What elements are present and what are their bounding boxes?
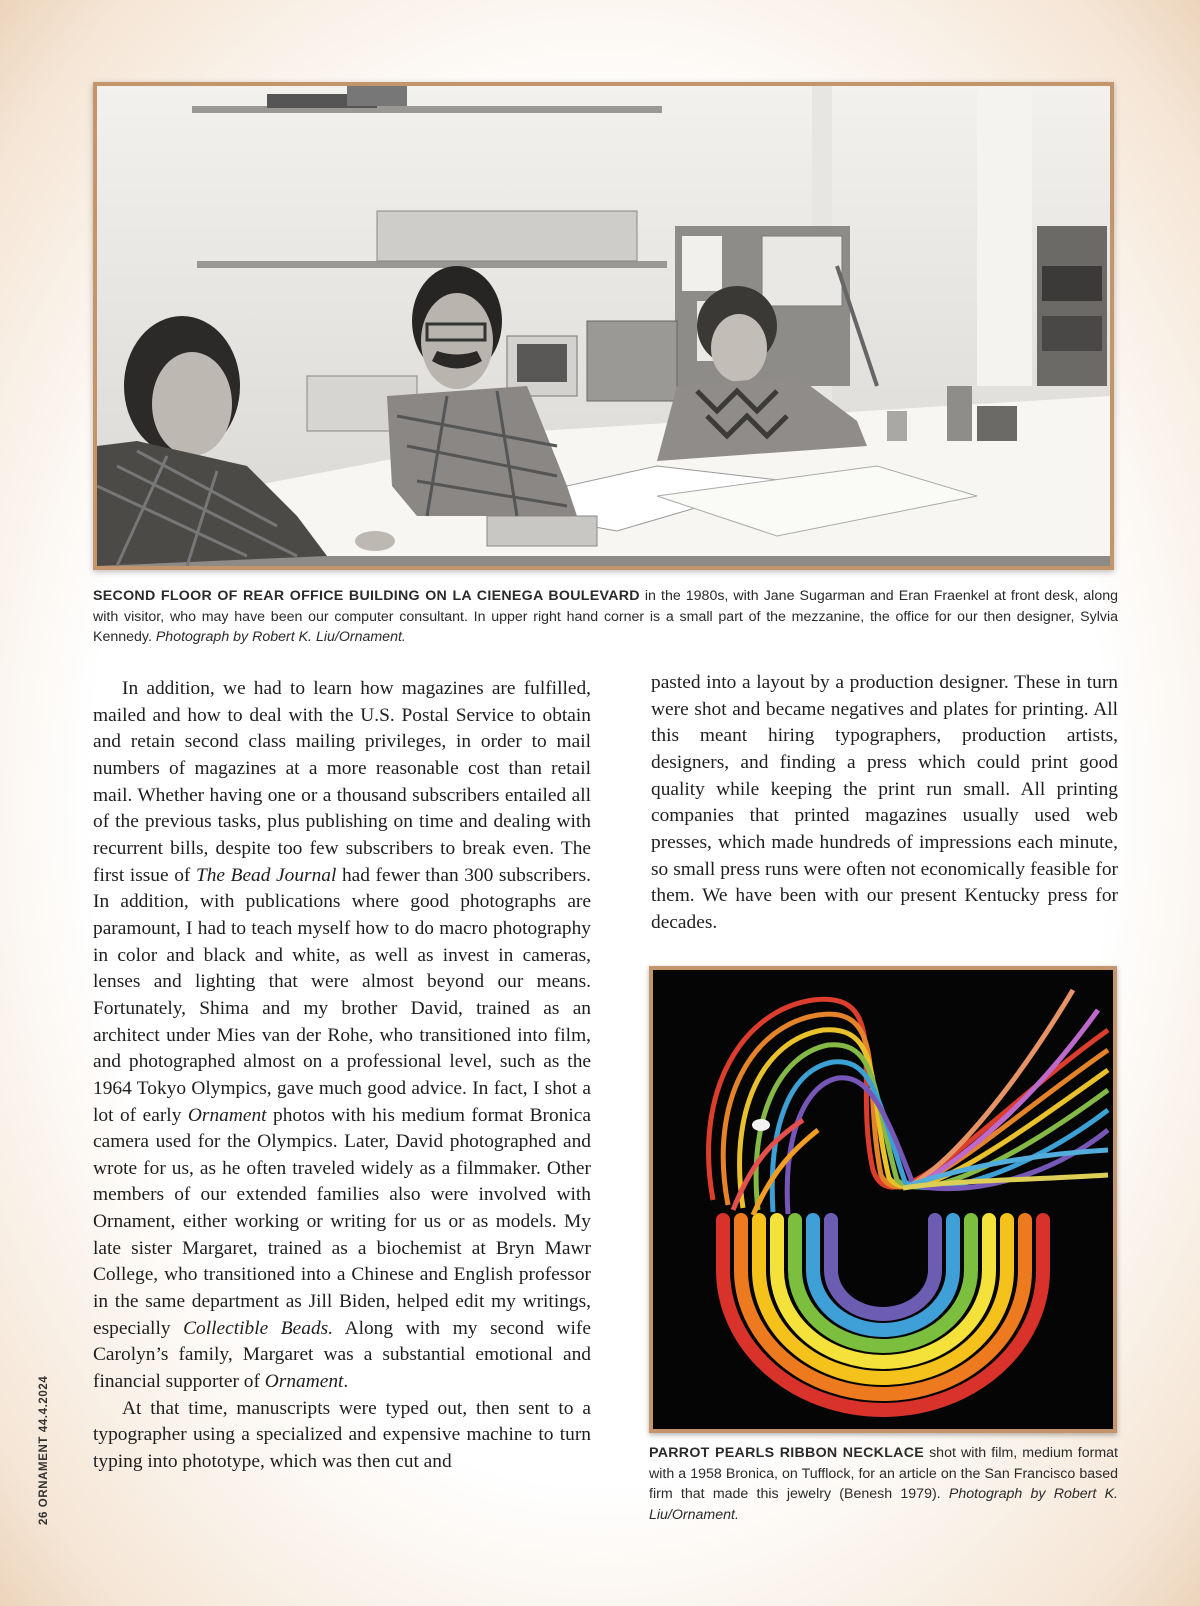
necklace-photo-caption: [649, 1443, 1118, 1525]
office-caption-body: in the 1980s, with Jane Sugarman and Eran Fraenkel at front desk, along with visitor, who may have been our computer consultant. In upper right hand corner is a small part of the mezzanine, the office for our then designer, Sylvia Kennedy.: [93, 588, 1118, 645]
book-title: Collectible Beads.: [183, 1317, 334, 1339]
office-caption-lead: SECOND FLOOR OF REAR OFFICE BUILDING ON LA CIENEGA BOULEVARD: [93, 588, 640, 604]
office-photo-caption: [93, 586, 1118, 648]
office-caption-credit: Photograph by Robert K. Liu/Ornament.: [155, 629, 406, 645]
necklace-photograph: [649, 966, 1117, 1433]
necklace-caption-lead: PARROT PEARLS RIBBON NECKLACE: [649, 1445, 925, 1461]
text-run: photos with his medium format Bronica camera used for the Olympics. Later, David photographed and wrote for us, as he often traveled widely as a filmmaker. Other members of our extended families also were involved with Ornament, either working or writing for us or as models. My late sister Margaret, trained as a biochemist at Bryn Mawr College, who transitioned into a Chinese and English professor in the same department as Jill Biden, helped edit my writings, especially: [93, 1104, 591, 1339]
office-photograph: [93, 82, 1114, 570]
article-column-left: [93, 676, 591, 1476]
rainbow-necklace-illustration: [653, 970, 1113, 1429]
article-paragraph-3: pasted into a layout by a production designer. These in turn were shot and became negatives and plates for printing. All this meant hiring typographers, production artists, designers, and finding a press which could print good quality while keeping the print run small. All printing companies that printed magazines usually used web presses, which made hundreds of impressions each minute, so small press runs were often not economically feasible for them. We have been with our present Kentucky press for decades.: [651, 672, 1118, 933]
article-paragraph-1: [93, 676, 591, 1396]
article-paragraph-2: At that time, manuscripts were typed out, then sent to a typographer using a specialized and expensive machine to turn typing into phototype, which was then cut and: [93, 1397, 591, 1473]
book-title: The Bead Journal: [195, 864, 337, 886]
text-run: Along with my second wife Carolyn’s family, Margaret was a substantial emotional and financial supporter of: [93, 1317, 591, 1393]
magazine-title: Ornament: [187, 1104, 267, 1126]
office-photograph-illustration: [97, 86, 1110, 566]
text-run: had fewer than 300 subscribers. In addition, with publications where good photographs are paramount, I had to teach myself how to do macro photography in color and black and white, as well as invest in cameras, lenses and lighting that were almost beyond our means. Fortunately, Shima and my brother David, trained as an architect under Mies van der Rohe, who transitioned into film, and photographed almost on a professional level, such as the 1964 Tokyo Olympics, gave much good advice. In fact, I shot a lot of early: [93, 864, 591, 1126]
text-run: In addition, we had to learn how magazines are fulfilled, mailed and how to deal with the U.S. Postal Service to obtain and retain second class mailing privileges, in order to mail numbers of magazines at a more reasonable cost than retail mail. Whether having one or a thousand subscribers entailed all of the previous tasks, plus publishing on time and dealing with recurrent bills, despite too few subscribers to break even. The first issue of: [93, 678, 591, 886]
magazine-title: Ornament: [264, 1371, 344, 1393]
necklace-caption-credit: Photograph by Robert K. Liu/Ornament.: [649, 1486, 1118, 1523]
text-run: .: [343, 1371, 349, 1393]
necklace-caption-body: shot with film, medium format with a 1958 Bronica, on Tufflock, for an article on the San Francisco based firm that made this jewelry (Benesh 1979).: [649, 1445, 1118, 1502]
article-column-right: [651, 670, 1118, 937]
page-folio: 26 ORNAMENT 44.4.2024: [38, 1375, 50, 1525]
